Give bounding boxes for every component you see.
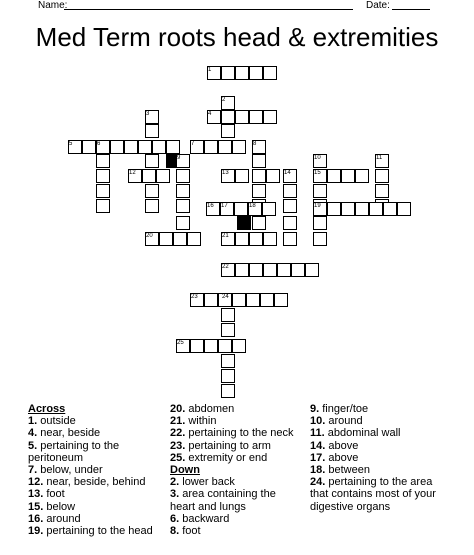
clue-item [310,415,444,427]
grid-cell[interactable] [152,140,166,154]
clue-item-text: pertaining to the peritoneum [28,439,120,464]
clue-item-text: near, beside, behind [43,476,146,489]
clue-item-number: 16. [28,512,44,525]
clue-item-text: lower back [179,476,235,489]
grid-cell[interactable] [313,184,327,198]
grid-cell[interactable] [283,216,297,230]
grid-cell[interactable] [232,293,246,307]
down-heading: Down [170,464,200,477]
grid-cell[interactable] [221,354,235,368]
clue-item [28,440,164,464]
grid-cell[interactable] [176,199,190,213]
clue-item-number: 1. [28,415,38,428]
grid-cell[interactable] [355,202,369,216]
grid-cell[interactable] [221,66,235,80]
name-label: Name: [38,0,68,11]
clue-number: 4 [208,111,212,117]
across-clue-list-continued [170,403,302,464]
clue-number: 9 [177,155,181,161]
clue-item-text: pertaining to arm [185,439,271,452]
grid-cell[interactable] [249,232,263,246]
grid-cell[interactable] [204,293,218,307]
clue-item [310,452,444,464]
grid-cell[interactable] [145,199,159,213]
grid-cell[interactable] [305,263,319,277]
clue-column-2 [170,403,302,537]
clue-item-text: around [43,512,81,525]
clue-item-number: 4. [28,427,38,440]
clue-item-text: backward [179,512,230,525]
grid-cell[interactable] [234,202,248,216]
clue-item [310,427,444,439]
grid-cell[interactable] [142,169,156,183]
clue-item-number: 23. [170,439,186,452]
grid-cell[interactable] [176,169,190,183]
grid-cell[interactable] [397,202,411,216]
grid-cell[interactable] [375,169,389,183]
clue-number: 6 [97,141,101,147]
grid-cell[interactable] [249,110,263,124]
grid-cell[interactable] [341,169,355,183]
grid-cell[interactable] [96,154,110,168]
clue-item-text: foot [43,488,65,501]
clue-item-text: extremity or end [185,451,268,464]
grid-cell[interactable] [283,199,297,213]
grid-cell[interactable] [283,232,297,246]
clue-item-number: 13. [28,488,44,501]
clue-item [170,488,302,512]
grid-cell[interactable] [252,184,266,198]
clue-item [170,525,302,537]
clue-item [310,464,444,476]
clue-item-text: around [325,415,363,428]
clue-item [28,525,164,537]
grid-cell[interactable] [291,263,305,277]
grid-cell[interactable] [110,140,124,154]
clue-column-1 [28,403,164,537]
grid-cell[interactable] [190,339,204,353]
grid-cell[interactable] [96,184,110,198]
clue-item-text: below, under [37,464,103,477]
grid-cell[interactable] [221,384,235,398]
clue-item [28,427,164,439]
grid-cell[interactable] [375,184,389,198]
clue-item-number: 12. [28,476,44,489]
clue-item-number: 9. [310,403,320,415]
grid-cell[interactable] [260,293,274,307]
clue-number: 3 [146,111,150,117]
clue-item-number: 3. [170,488,180,501]
clue-number: 13 [222,170,229,176]
clue-number: 7 [191,141,195,147]
grid-cell[interactable] [221,110,235,124]
grid-cell[interactable] [246,293,260,307]
grid-cell[interactable] [138,140,152,154]
down-clue-list-continued [310,403,444,513]
clue-item [170,427,302,439]
grid-cell[interactable] [266,169,280,183]
clue-item [310,403,444,415]
clue-number: 16 [207,203,214,209]
clue-item-number: 10. [310,415,326,428]
grid-cell[interactable] [145,124,159,138]
clue-item [28,476,164,488]
clue-number: 20 [146,233,153,239]
grid-cell[interactable] [313,216,327,230]
grid-cell[interactable] [252,154,266,168]
clue-item [28,501,164,513]
clue-number: 18 [249,203,256,209]
grid-cell[interactable] [341,202,355,216]
clue-item-number: 15. [28,500,44,513]
grid-cell[interactable] [252,169,266,183]
grid-cell[interactable] [263,110,277,124]
grid-block [237,216,251,230]
clue-number: 17 [221,203,228,209]
clue-item-number: 25. [170,451,186,464]
grid-cell[interactable] [145,154,159,168]
clue-number: 12 [129,170,136,176]
clue-item-number: 7. [28,464,38,477]
clue-item-text: pertaining to the area that contains most of your digestive organs [310,476,436,513]
grid-cell[interactable] [159,232,173,246]
clue-item-text: below [43,500,76,513]
grid-cell[interactable] [221,369,235,383]
grid-cell[interactable] [252,216,266,230]
grid-cell[interactable] [313,232,327,246]
clue-item-text: abdomen [185,403,235,415]
clue-item [170,476,302,488]
clue-item-number: 14. [310,439,326,452]
clue-item-number: 20. [170,403,186,415]
clue-number: 15 [314,170,321,176]
grid-cell[interactable] [173,232,187,246]
clue-item-number: 22. [170,427,186,440]
grid-cell[interactable] [218,140,232,154]
grid-cell[interactable] [235,66,249,80]
clue-item-number: 8. [170,525,180,538]
grid-cell[interactable] [235,263,249,277]
clue-number: 22 [222,264,229,270]
grid-cell[interactable] [166,140,180,154]
clue-item-text: pertaining to the neck [185,427,294,440]
clue-item-text: near, beside [37,427,101,440]
grid-cell[interactable] [124,140,138,154]
clue-item [310,476,444,513]
grid-cell[interactable] [187,232,201,246]
grid-cell[interactable] [96,169,110,183]
clue-item-text: above [325,451,359,464]
clue-number: 25 [177,340,184,346]
clue-item [28,415,164,427]
clue-item-number: 11. [310,427,325,440]
clue-number: 11 [376,155,383,161]
date-label: Date: [366,0,390,11]
grid-cell[interactable] [369,202,383,216]
clue-item [28,488,164,500]
grid-cell[interactable] [221,308,235,322]
clue-number: 24 [222,294,229,300]
grid-cell[interactable] [249,263,263,277]
grid-cell[interactable] [277,263,291,277]
clue-item [28,513,164,525]
clue-number: 10 [314,155,321,161]
clue-item-text: pertaining to the head [43,525,153,538]
grid-cell[interactable] [218,339,232,353]
grid-cell[interactable] [204,339,218,353]
clue-item [170,403,302,415]
grid-cell[interactable] [96,199,110,213]
clue-item [28,464,164,476]
clue-item-number: 17. [310,451,326,464]
grid-cell[interactable] [82,140,96,154]
grid-cell[interactable] [355,169,369,183]
grid-cell[interactable] [327,169,341,183]
grid-cell[interactable] [145,184,159,198]
across-clue-list [28,415,164,537]
clue-item-text: between [325,464,370,477]
clue-number: 1 [208,67,212,73]
grid-cell[interactable] [235,110,249,124]
clue-number: 5 [69,141,73,147]
grid-cell[interactable] [383,202,397,216]
clue-item-number: 24. [310,476,326,489]
clue-number: 14 [284,170,291,176]
grid-cell[interactable] [263,232,277,246]
grid-cell[interactable] [204,140,218,154]
clue-number: 2 [222,97,226,103]
clue-number: 19 [314,203,321,209]
clue-item [170,415,302,427]
grid-cell[interactable] [232,339,246,353]
clue-item-number: 18. [310,464,326,477]
clue-item-number: 21. [170,415,186,428]
grid-cell[interactable] [235,169,249,183]
clue-item-number: 6. [170,512,180,525]
puzzle-title: Med Term roots head & extremities [35,22,439,52]
clue-item-text: foot [179,525,201,538]
grid-cell[interactable] [235,232,249,246]
grid-cell[interactable] [263,66,277,80]
clue-column-3 [310,403,444,513]
grid-cell[interactable] [176,184,190,198]
clue-item [170,440,302,452]
clue-item [170,513,302,525]
clue-item [170,452,302,464]
clue-item-text: area containing the heart and lungs [170,488,276,513]
clue-item-text: outside [37,415,76,428]
grid-cell[interactable] [263,263,277,277]
grid-cell[interactable] [274,293,288,307]
clue-item-text: finger/toe [319,403,369,415]
clue-number: 21 [222,233,229,239]
grid-cell[interactable] [249,66,263,80]
clue-number: 23 [191,294,198,300]
grid-cell[interactable] [221,323,235,337]
clue-item-number: 19. [28,525,44,538]
grid-cell[interactable] [283,184,297,198]
grid-cell[interactable] [262,202,276,216]
clue-item-text: above [325,439,359,452]
grid-cell[interactable] [221,124,235,138]
clue-number: 8 [253,141,257,147]
grid-cell[interactable] [232,140,246,154]
clue-item-number: 5. [28,439,38,452]
clue-item-text: within [185,415,217,428]
clue-item-text: abdominal wall [324,427,401,440]
grid-cell[interactable] [156,169,170,183]
clue-item-number: 2. [170,476,180,489]
clue-item [310,440,444,452]
grid-cell[interactable] [327,202,341,216]
across-heading: Across [28,403,66,415]
down-clue-list [170,476,302,537]
grid-cell[interactable] [176,216,190,230]
